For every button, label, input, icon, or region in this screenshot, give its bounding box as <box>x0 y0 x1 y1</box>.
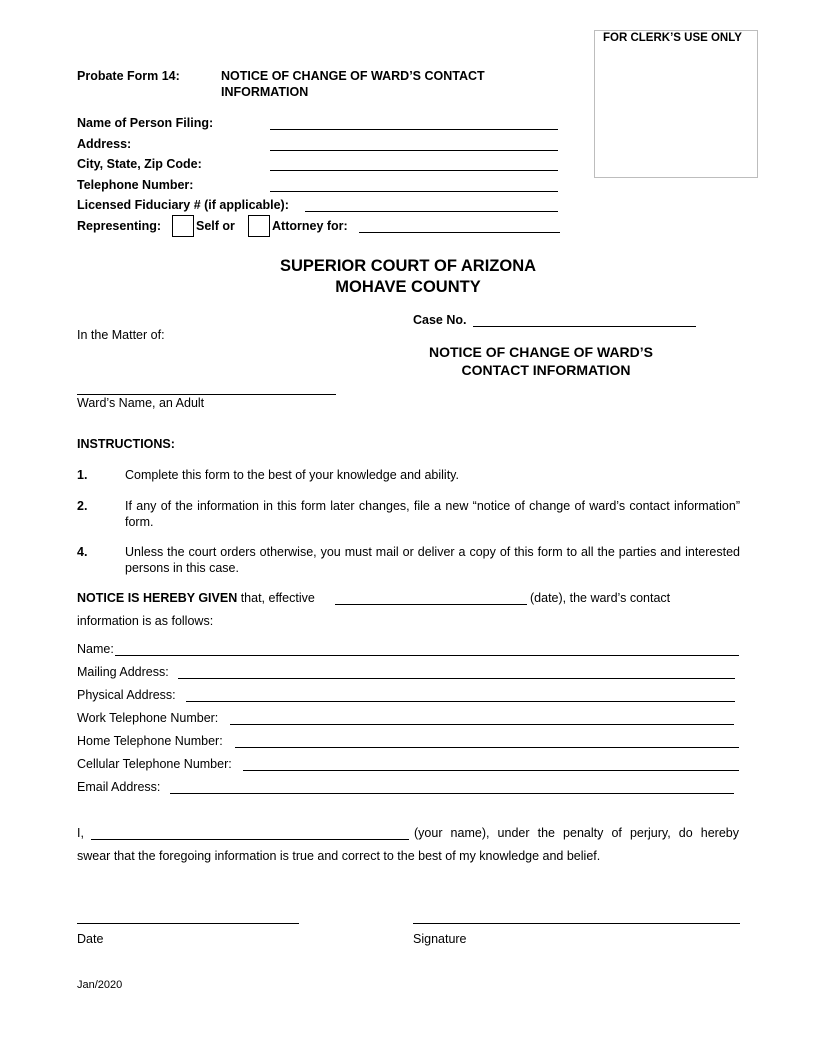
cell-phone-field[interactable] <box>243 770 739 771</box>
physical-address-field[interactable] <box>186 701 735 702</box>
email-label: Email Address: <box>77 780 161 794</box>
cell-phone-label: Cellular Telephone Number: <box>77 757 232 771</box>
case-number-label: Case No. <box>413 313 467 327</box>
document-title-line2: CONTACT INFORMATION <box>461 362 631 378</box>
filer-phone-label: Telephone Number: <box>77 178 194 192</box>
matter-label: In the Matter of: <box>77 328 165 342</box>
home-phone-label: Home Telephone Number: <box>77 734 223 748</box>
date-label: Date <box>77 932 104 946</box>
self-label: Self or <box>196 219 235 233</box>
form-title-line2: INFORMATION <box>221 85 309 99</box>
filer-name-label: Name of Person Filing: <box>77 116 214 130</box>
physical-address-label: Physical Address: <box>77 688 176 702</box>
attorney-label: Attorney for: <box>272 219 348 233</box>
fiduciary-field[interactable] <box>305 211 558 212</box>
oath-suffix: (your name), under the penalty of perjury, do hereby <box>414 826 739 840</box>
attorney-field[interactable] <box>359 232 560 233</box>
instruction-number: 4. <box>77 545 88 559</box>
oath-name-field[interactable] <box>91 839 409 840</box>
effective-date-field[interactable] <box>335 604 527 605</box>
filer-city-label: City, State, Zip Code: <box>77 157 202 171</box>
revision-date: Jan/2020 <box>77 979 123 991</box>
email-field[interactable] <box>170 793 734 794</box>
instruction-text: If any of the information in this form later changes, file a new “notice of change of ward’s contact information” form. <box>125 499 740 529</box>
mailing-address-field[interactable] <box>178 678 735 679</box>
mailing-address-label: Mailing Address: <box>77 665 169 679</box>
work-phone-field[interactable] <box>230 724 734 725</box>
ward-name-label: Ward’s Name, an Adult <box>77 396 205 410</box>
clerks-use-label: FOR CLERK’S USE ONLY <box>603 32 742 44</box>
ward-name-field[interactable] <box>77 394 336 395</box>
date-field[interactable] <box>77 923 299 924</box>
work-phone-label: Work Telephone Number: <box>77 711 219 725</box>
signature-label: Signature <box>413 932 467 946</box>
filer-city-field[interactable] <box>270 170 558 171</box>
form-title-line1: NOTICE OF CHANGE OF WARD’S CONTACT <box>221 69 485 83</box>
notice-statement <box>77 591 315 605</box>
self-checkbox[interactable] <box>172 215 194 237</box>
form-number: Probate Form 14: <box>77 69 180 83</box>
document-title-line1: NOTICE OF CHANGE OF WARD’S <box>429 344 653 360</box>
clerks-use-box <box>594 30 758 178</box>
notice-date-suffix: (date), the ward’s contact <box>530 591 671 605</box>
notice-bold: NOTICE IS HEREBY GIVEN <box>77 591 238 605</box>
filer-name-field[interactable] <box>270 129 558 130</box>
fiduciary-label: Licensed Fiduciary # (if applicable): <box>77 198 289 212</box>
representing-label: Representing: <box>77 219 162 233</box>
county-name: MOHAVE COUNTY <box>335 278 481 296</box>
home-phone-field[interactable] <box>235 747 739 748</box>
oath-line2: swear that the foregoing information is true and correct to the best of my knowledge and belief. <box>77 849 601 863</box>
contact-name-label: Name: <box>77 642 114 656</box>
filer-address-field[interactable] <box>270 150 558 151</box>
instruction-number: 2. <box>77 499 88 513</box>
case-number-field[interactable] <box>473 326 696 327</box>
notice-effective: that, effective <box>237 591 315 605</box>
attorney-checkbox[interactable] <box>248 215 270 237</box>
court-name: SUPERIOR COURT OF ARIZONA <box>279 257 537 275</box>
filer-phone-field[interactable] <box>270 191 558 192</box>
instructions-heading: INSTRUCTIONS: <box>77 437 175 451</box>
notice-line2: information is as follows: <box>77 614 214 628</box>
instruction-number: 1. <box>77 468 88 482</box>
signature-field[interactable] <box>413 923 740 924</box>
filer-address-label: Address: <box>77 137 132 151</box>
instruction-text: Complete this form to the best of your knowledge and ability. <box>125 468 459 482</box>
instruction-text: Unless the court orders otherwise, you must mail or deliver a copy of this form to all the parties and interested persons in this case. <box>125 545 740 575</box>
oath-prefix: I, <box>77 826 84 840</box>
contact-name-field[interactable] <box>115 655 739 656</box>
